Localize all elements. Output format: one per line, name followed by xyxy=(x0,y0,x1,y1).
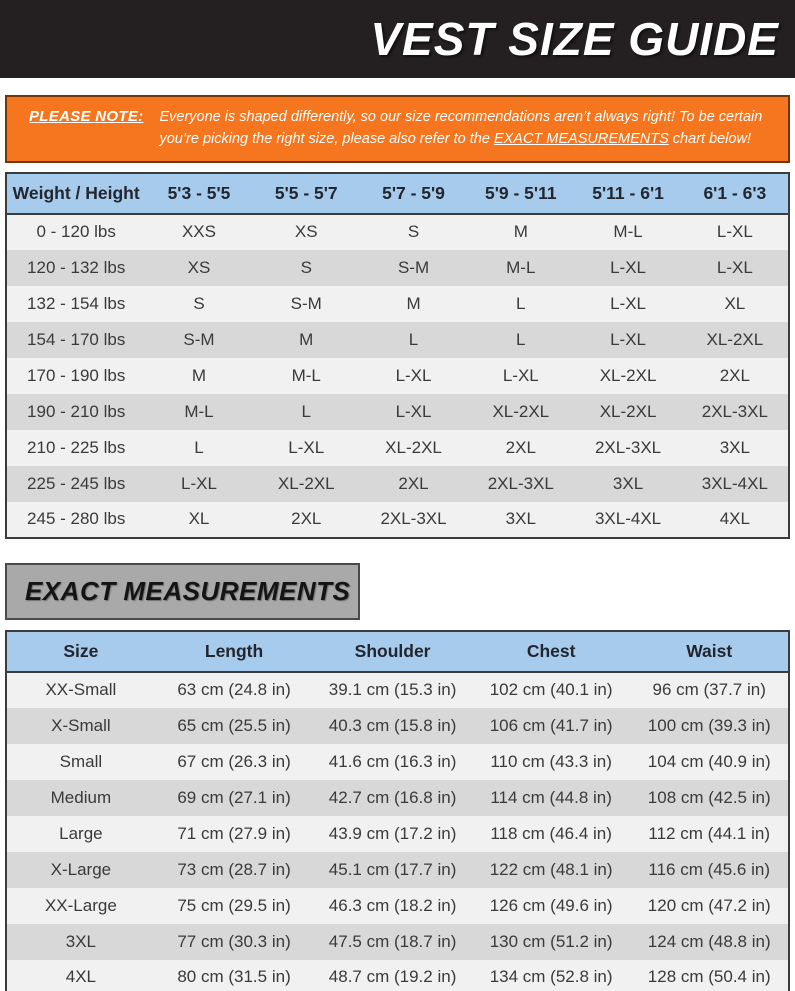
cell: 41.6 cm (16.3 in) xyxy=(313,744,472,780)
cell: 69 cm (27.1 in) xyxy=(155,780,314,816)
cell: L xyxy=(467,322,574,358)
cell: L xyxy=(360,322,467,358)
cell: 48.7 cm (19.2 in) xyxy=(313,960,472,991)
column-header: 5'5 - 5'7 xyxy=(253,173,360,214)
cell: 126 cm (49.6 in) xyxy=(472,888,631,924)
table-row xyxy=(6,214,789,250)
header-row xyxy=(6,173,789,214)
cell: 122 cm (48.1 in) xyxy=(472,852,631,888)
size-chart-table xyxy=(5,172,790,539)
row-label: 4XL xyxy=(6,960,155,991)
row-label: Large xyxy=(6,816,155,852)
cell: 67 cm (26.3 in) xyxy=(155,744,314,780)
row-label: 3XL xyxy=(6,924,155,960)
cell: 96 cm (37.7 in) xyxy=(630,672,789,708)
column-header: Shoulder xyxy=(313,631,472,672)
cell: 40.3 cm (15.8 in) xyxy=(313,708,472,744)
row-label: 190 - 210 lbs xyxy=(6,394,145,430)
row-label: 170 - 190 lbs xyxy=(6,358,145,394)
cell: 2XL-3XL xyxy=(574,430,681,466)
cell: 47.5 cm (18.7 in) xyxy=(313,924,472,960)
cell: XL-2XL xyxy=(574,394,681,430)
table-row xyxy=(6,502,789,538)
column-header: 5'3 - 5'5 xyxy=(145,173,252,214)
table-row xyxy=(6,888,789,924)
cell: 106 cm (41.7 in) xyxy=(472,708,631,744)
cell: M xyxy=(360,286,467,322)
row-label: 132 - 154 lbs xyxy=(6,286,145,322)
row-label: Small xyxy=(6,744,155,780)
cell: 130 cm (51.2 in) xyxy=(472,924,631,960)
cell: M xyxy=(253,322,360,358)
column-header: 5'11 - 6'1 xyxy=(574,173,681,214)
cell: 112 cm (44.1 in) xyxy=(630,816,789,852)
column-header: Chest xyxy=(472,631,631,672)
cell: 3XL-4XL xyxy=(574,502,681,538)
cell: 3XL xyxy=(574,466,681,502)
cell: XL-2XL xyxy=(360,430,467,466)
note-banner xyxy=(5,95,790,163)
cell: L-XL xyxy=(253,430,360,466)
cell: 124 cm (48.8 in) xyxy=(630,924,789,960)
cell: 42.7 cm (16.8 in) xyxy=(313,780,472,816)
row-label: Medium xyxy=(6,780,155,816)
cell: M-L xyxy=(574,214,681,250)
row-label: XX-Small xyxy=(6,672,155,708)
note-text xyxy=(159,107,770,151)
cell: 63 cm (24.8 in) xyxy=(155,672,314,708)
row-label: X-Large xyxy=(6,852,155,888)
column-header: 5'7 - 5'9 xyxy=(360,173,467,214)
row-label: 154 - 170 lbs xyxy=(6,322,145,358)
cell: XL-2XL xyxy=(682,322,789,358)
column-header: Waist xyxy=(630,631,789,672)
column-header: Weight / Height xyxy=(6,173,145,214)
table-row xyxy=(6,430,789,466)
cell: XL xyxy=(145,502,252,538)
cell: L-XL xyxy=(145,466,252,502)
cell: L-XL xyxy=(682,250,789,286)
header-row xyxy=(6,631,789,672)
cell: 39.1 cm (15.3 in) xyxy=(313,672,472,708)
cell: L xyxy=(253,394,360,430)
cell: L xyxy=(467,286,574,322)
cell: L-XL xyxy=(467,358,574,394)
cell: 114 cm (44.8 in) xyxy=(472,780,631,816)
cell: L-XL xyxy=(574,286,681,322)
cell: S-M xyxy=(253,286,360,322)
table-row xyxy=(6,744,789,780)
table-row xyxy=(6,924,789,960)
cell: 2XL-3XL xyxy=(467,466,574,502)
row-label: 245 - 280 lbs xyxy=(6,502,145,538)
row-label: XX-Large xyxy=(6,888,155,924)
cell: S xyxy=(253,250,360,286)
cell: 2XL xyxy=(360,466,467,502)
cell: 2XL xyxy=(682,358,789,394)
cell: 80 cm (31.5 in) xyxy=(155,960,314,991)
cell: 75 cm (29.5 in) xyxy=(155,888,314,924)
table-row xyxy=(6,780,789,816)
cell: 2XL-3XL xyxy=(682,394,789,430)
note-label: PLEASE NOTE: xyxy=(29,108,144,125)
cell: 102 cm (40.1 in) xyxy=(472,672,631,708)
cell: 46.3 cm (18.2 in) xyxy=(313,888,472,924)
column-header: 5'9 - 5'11 xyxy=(467,173,574,214)
cell: L-XL xyxy=(574,250,681,286)
cell: L-XL xyxy=(360,394,467,430)
cell: S xyxy=(145,286,252,322)
measurements-table xyxy=(5,630,790,991)
cell: 108 cm (42.5 in) xyxy=(630,780,789,816)
cell: S xyxy=(360,214,467,250)
column-header: Length xyxy=(155,631,314,672)
note-underlined-text: EXACT MEASUREMENTS xyxy=(493,130,669,147)
cell: XL xyxy=(682,286,789,322)
exact-measurements-heading-box xyxy=(5,563,360,620)
column-header: 6'1 - 6'3 xyxy=(682,173,789,214)
cell: 2XL xyxy=(467,430,574,466)
cell: M-L xyxy=(253,358,360,394)
cell: 3XL xyxy=(682,430,789,466)
cell: 77 cm (30.3 in) xyxy=(155,924,314,960)
cell: 71 cm (27.9 in) xyxy=(155,816,314,852)
cell: XL-2XL xyxy=(253,466,360,502)
table-row xyxy=(6,708,789,744)
cell: 128 cm (50.4 in) xyxy=(630,960,789,991)
cell: 3XL-4XL xyxy=(682,466,789,502)
table-row xyxy=(6,286,789,322)
table-row xyxy=(6,394,789,430)
cell: 4XL xyxy=(682,502,789,538)
row-label: 210 - 225 lbs xyxy=(6,430,145,466)
table-row xyxy=(6,466,789,502)
cell: 120 cm (47.2 in) xyxy=(630,888,789,924)
table-row xyxy=(6,852,789,888)
cell: 104 cm (40.9 in) xyxy=(630,744,789,780)
note-text-before: Everyone is shaped differently, so our size recommendations aren’t always right! To be certain you’re picking the right size, please also refer to the xyxy=(159,109,763,147)
cell: L-XL xyxy=(574,322,681,358)
cell: S-M xyxy=(360,250,467,286)
cell: 2XL xyxy=(253,502,360,538)
table-row xyxy=(6,358,789,394)
cell: M xyxy=(145,358,252,394)
row-label: 0 - 120 lbs xyxy=(6,214,145,250)
cell: 118 cm (46.4 in) xyxy=(472,816,631,852)
cell: L xyxy=(145,430,252,466)
cell: 65 cm (25.5 in) xyxy=(155,708,314,744)
cell: 45.1 cm (17.7 in) xyxy=(313,852,472,888)
cell: S-M xyxy=(145,322,252,358)
row-label: 225 - 245 lbs xyxy=(6,466,145,502)
cell: L-XL xyxy=(682,214,789,250)
cell: XXS xyxy=(145,214,252,250)
note-text-after: chart below! xyxy=(668,130,751,147)
table-row xyxy=(6,322,789,358)
title-bar xyxy=(0,0,795,78)
cell: L-XL xyxy=(360,358,467,394)
cell: 100 cm (39.3 in) xyxy=(630,708,789,744)
cell: 134 cm (52.8 in) xyxy=(472,960,631,991)
cell: 2XL-3XL xyxy=(360,502,467,538)
table-row xyxy=(6,816,789,852)
row-label: X-Small xyxy=(6,708,155,744)
cell: 73 cm (28.7 in) xyxy=(155,852,314,888)
cell: 110 cm (43.3 in) xyxy=(472,744,631,780)
cell: XS xyxy=(253,214,360,250)
row-label: 120 - 132 lbs xyxy=(6,250,145,286)
column-header: Size xyxy=(6,631,155,672)
table-row xyxy=(6,672,789,708)
cell: M xyxy=(467,214,574,250)
table-row xyxy=(6,960,789,991)
cell: 116 cm (45.6 in) xyxy=(630,852,789,888)
cell: XL-2XL xyxy=(574,358,681,394)
exact-measurements-heading: EXACT MEASUREMENTS xyxy=(25,575,351,606)
cell: M-L xyxy=(145,394,252,430)
table-row xyxy=(6,250,789,286)
cell: 3XL xyxy=(467,502,574,538)
cell: XS xyxy=(145,250,252,286)
cell: XL-2XL xyxy=(467,394,574,430)
cell: M-L xyxy=(467,250,574,286)
page-title: VEST SIZE GUIDE xyxy=(370,13,779,65)
cell: 43.9 cm (17.2 in) xyxy=(313,816,472,852)
